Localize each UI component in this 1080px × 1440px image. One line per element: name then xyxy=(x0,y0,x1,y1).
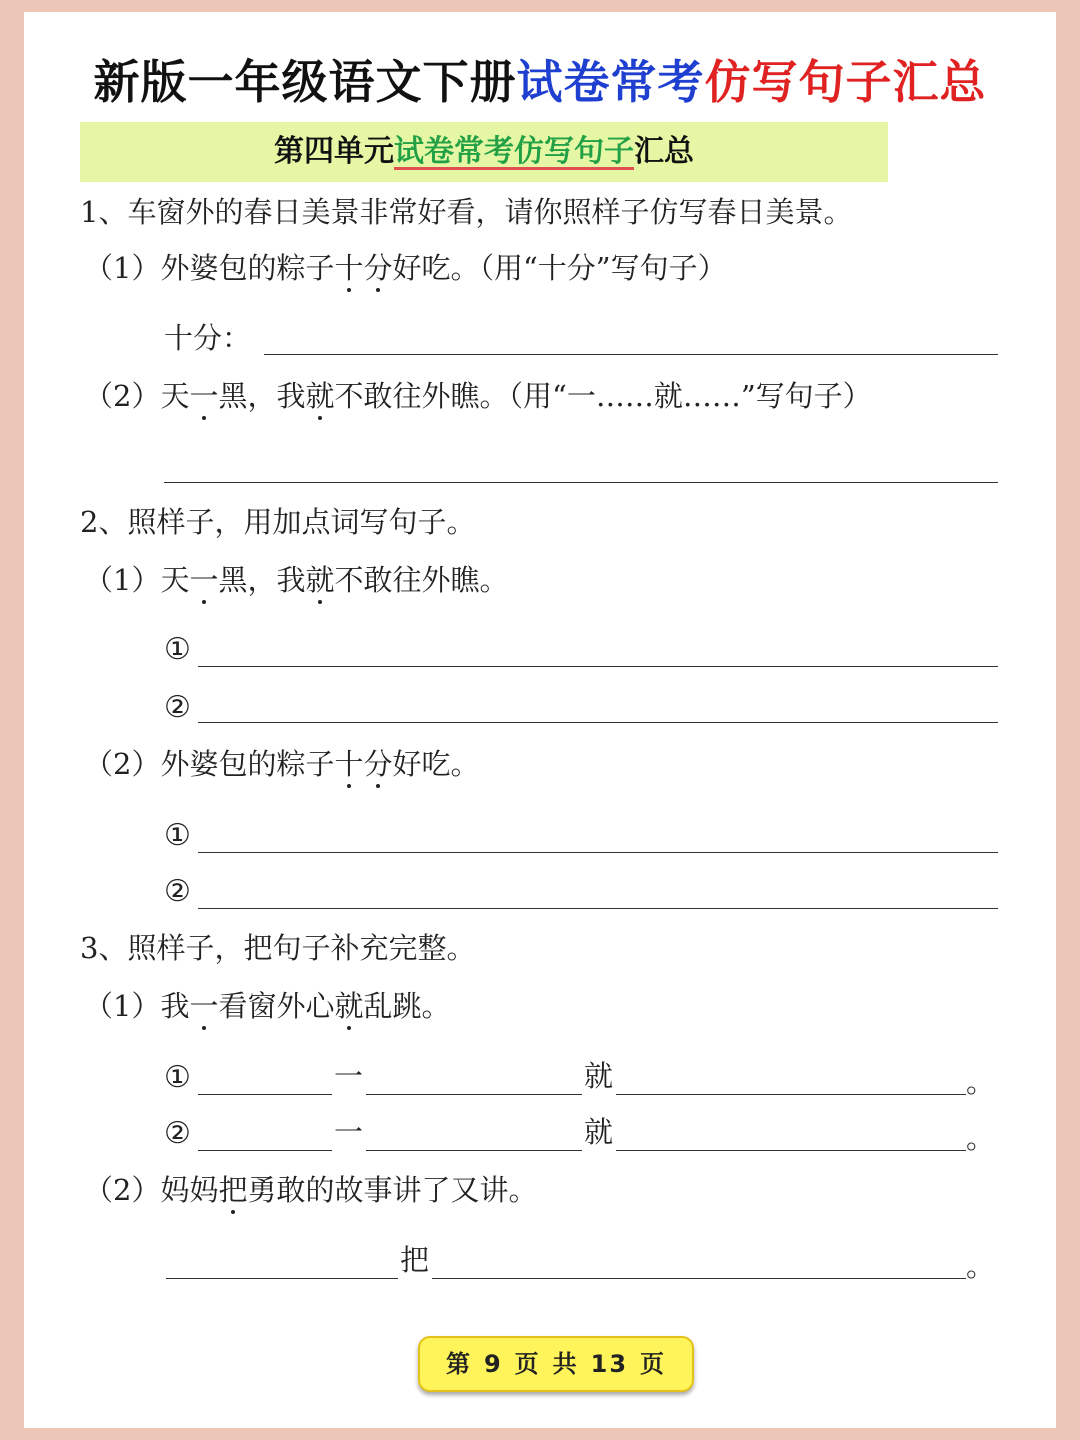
q3-row1-blank-1[interactable] xyxy=(198,1094,332,1095)
q3-sub2-post: 勇敢的故事讲了又讲。 xyxy=(247,1173,538,1207)
q1-sub2-dotted-2: 就 xyxy=(305,376,334,416)
q3-sub1-marker-2: ② xyxy=(164,1116,191,1151)
q1-sub2 xyxy=(84,376,872,416)
title-part-3: 仿写句子汇总 xyxy=(704,55,987,109)
q1-sub2-post: 不敢往外瞧。（用“一……就……”写句子） xyxy=(334,379,872,413)
q3-sub1-pre: （1）我 xyxy=(84,989,190,1023)
q2-sub1 xyxy=(84,560,509,600)
q3-sub2-pre: （2）妈妈 xyxy=(84,1173,219,1207)
q1-sub2-answer-line[interactable] xyxy=(164,482,998,483)
q2-sub1-answer-line-2[interactable] xyxy=(198,722,998,723)
footer-page-number: 9 xyxy=(483,1350,503,1378)
q2-sub2-answer-line-1[interactable] xyxy=(198,852,998,853)
title-part-2: 试卷常考 xyxy=(516,55,705,109)
q2-sub1-pre: （1）天 xyxy=(84,563,190,597)
footer-ye: 页 xyxy=(514,1350,541,1378)
q3-row1-blank-2[interactable] xyxy=(366,1094,582,1095)
q1-stem: 1、车窗外的春日美景非常好看，请你照样子仿写春日美景。 xyxy=(80,195,853,229)
q2-sub1-answer-line-1[interactable] xyxy=(198,666,998,667)
q2-sub1-marker-1: ① xyxy=(164,632,191,667)
q1-sub2-dotted-1: 一 xyxy=(189,376,218,416)
q2-sub2-marker-1: ① xyxy=(164,818,191,853)
q3-row2-jiu: 就 xyxy=(584,1115,614,1149)
q1-sub1-post: 好吃。（用“十分”写句子） xyxy=(392,251,727,285)
q1-sub1-dotted-1: 十 xyxy=(334,248,363,288)
unit-banner-part-1: 第四单元 xyxy=(274,134,394,169)
q3-sub1-mid: 看窗外心 xyxy=(218,989,335,1023)
q3-sub1 xyxy=(84,986,451,1026)
q3-sub1-dotted-1: 一 xyxy=(189,986,218,1026)
q2-sub2 xyxy=(84,744,480,784)
title-part-1: 新版一年级语文下册 xyxy=(93,55,517,109)
unit-banner-part-2: 试卷常考仿写句子 xyxy=(394,134,634,169)
q3-row2-yi: 一 xyxy=(334,1115,364,1149)
q2-sub1-dotted-1: 一 xyxy=(189,560,218,600)
q1-sub1-answer-line[interactable] xyxy=(264,354,998,355)
q3-sub2-blank-2[interactable] xyxy=(432,1278,966,1279)
q2-stem: 2、照样子，用加点词写句子。 xyxy=(80,505,476,539)
q3-row1-blank-3[interactable] xyxy=(616,1094,966,1095)
q2-sub2-dotted-1: 十 xyxy=(334,744,363,784)
q2-sub1-mid: 黑，我 xyxy=(218,563,306,597)
q3-row2-blank-2[interactable] xyxy=(366,1150,582,1151)
q3-sub1-post: 乱跳。 xyxy=(363,989,451,1023)
q2-sub2-pre: （2）外婆包的粽子 xyxy=(84,747,335,781)
q3-row1-yi: 一 xyxy=(334,1059,364,1093)
q2-sub2-marker-2: ② xyxy=(164,874,191,909)
q3-row2-blank-1[interactable] xyxy=(198,1150,332,1151)
unit-banner xyxy=(80,122,888,182)
footer-total-pages: 13 xyxy=(590,1350,629,1378)
q3-stem: 3、照样子，把句子补充完整。 xyxy=(80,931,476,965)
q3-sub2-dotted-1: 把 xyxy=(218,1170,247,1210)
q2-sub1-dotted-2: 就 xyxy=(305,560,334,600)
q3-sub1-marker-1: ① xyxy=(164,1060,191,1095)
q3-row2-blank-3[interactable] xyxy=(616,1150,966,1151)
q1-sub1-dotted-2: 分 xyxy=(363,248,392,288)
q3-sub2-blank-1[interactable] xyxy=(166,1278,398,1279)
q3-row1-jiu: 就 xyxy=(584,1059,614,1093)
q2-sub2-answer-line-2[interactable] xyxy=(198,908,998,909)
q2-sub2-post: 好吃。 xyxy=(392,747,480,781)
q1-sub1 xyxy=(84,248,727,288)
q3-row2-period: 。 xyxy=(966,1121,996,1155)
q3-sub2-period: 。 xyxy=(966,1249,996,1283)
q2-sub1-post: 不敢往外瞧。 xyxy=(334,563,509,597)
q1-sub2-mid: 黑，我 xyxy=(218,379,306,413)
unit-banner-part-3: 汇总 xyxy=(634,134,694,169)
q1-sub2-pre: （2）天 xyxy=(84,379,190,413)
q2-sub1-marker-2: ② xyxy=(164,690,191,725)
q1-sub1-pre: （1）外婆包的粽子 xyxy=(84,251,335,285)
q1-sub1-prompt: 十分： xyxy=(164,321,252,355)
q3-row1-period: 。 xyxy=(966,1065,996,1099)
page-title xyxy=(0,52,1080,112)
footer-di: 第 xyxy=(445,1350,472,1378)
q2-sub2-dotted-2: 分 xyxy=(363,744,392,784)
footer-gong: 共 xyxy=(552,1350,579,1378)
q3-sub2 xyxy=(84,1170,537,1210)
q3-sub2-ba: 把 xyxy=(400,1243,430,1277)
footer-ye-2: 页 xyxy=(640,1350,667,1378)
q3-sub1-dotted-2: 就 xyxy=(334,986,363,1026)
page-number-badge xyxy=(418,1336,694,1392)
